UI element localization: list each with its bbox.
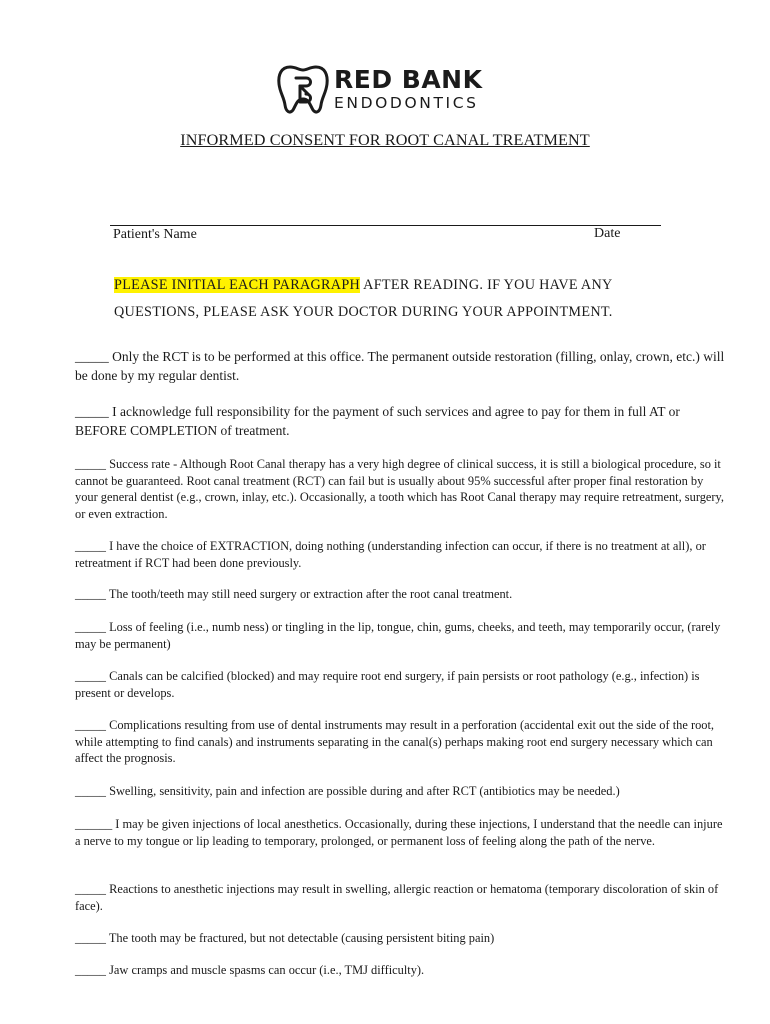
instructions-line-1	[114, 277, 734, 294]
patient-name-label: Patient's Name	[113, 227, 197, 242]
consent-paragraph: _____ The tooth may be fractured, but not detectable (causing persistent biting pain)	[75, 931, 495, 945]
consent-paragraph: _____ Loss of feeling (i.e., numb ness) or tingling in the lip, tongue, chin, gums, cheeks, and teeth, may temporarily occur, (rarely may be permanent)	[75, 620, 721, 651]
logo-name-line1: RED BANK	[334, 65, 483, 94]
signature-line	[110, 225, 661, 226]
consent-paragraph: ______ I may be given injections of local anesthetics. Occasionally, during these injections, I understand that the needle can injure a nerve to my tongue or lip leading to temporary, prolonged, or permanent loss of feeling along the path of the nerve.	[75, 817, 723, 848]
instructions-highlight: PLEASE INITIAL EACH PARAGRAPH	[114, 277, 361, 293]
consent-paragraph: _____ I acknowledge full responsibility for the payment of such services and agree to pay for them in full AT or BEFORE COMPLETION of treatment.	[75, 404, 680, 438]
consent-paragraph: _____ Complications resulting from use of dental instruments may result in a perforation (accidental exit out the side of the root, while attempting to find canals) and instruments separating in the canal(s) perhaps making root end surgery necessary which can affect the prognosis.	[75, 718, 714, 766]
consent-paragraph: _____ Swelling, sensitivity, pain and infection are possible during and after RCT (antibiotics may be needed.)	[75, 784, 620, 798]
consent-paragraph: _____ I have the choice of EXTRACTION, doing nothing (understanding infection can occur, if there is no treatment at all), or retreatment if RCT had been done previously.	[75, 539, 706, 570]
practice-logo	[276, 64, 496, 116]
consent-paragraph: _____ Canals can be calcified (blocked) and may require root end surgery, if pain persists or root pathology (e.g., infection) is present or develops.	[75, 669, 700, 700]
tooth-rb-monogram-icon	[276, 64, 330, 116]
consent-paragraph: _____ Reactions to anesthetic injections may result in swelling, allergic reaction or hematoma (temporary discoloration of skin of face).	[75, 882, 719, 913]
logo-name-line2: ENDODONTICS	[334, 94, 479, 112]
consent-paragraph: _____ Only the RCT is to be performed at this office. The permanent outside restoration (filling, onlay, crown, etc.) will be done by my regular dentist.	[75, 349, 725, 383]
consent-paragraph: _____ Success rate - Although Root Canal therapy has a very high degree of clinical success, it is still a biological procedure, so it cannot be guaranteed. Root canal treatment (RCT) can fail but is usually about 95% successful after proper final restoration by your general dentist (e.g., crown, inlay, etc.). Occasionally, a tooth which has Root Canal therapy may require retreatment, surgery, or even extraction.	[75, 457, 725, 521]
consent-paragraph: _____ The tooth/teeth may still need surgery or extraction after the root canal treatment.	[75, 587, 513, 601]
date-label: Date	[594, 226, 621, 241]
instructions-rest: AFTER READING. IF YOU HAVE ANY	[360, 277, 613, 293]
consent-paragraph: _____ Jaw cramps and muscle spasms can occur (i.e., TMJ difficulty).	[75, 963, 425, 977]
document-title: INFORMED CONSENT FOR ROOT CANAL TREATMENT	[180, 131, 590, 149]
instructions-line-2: QUESTIONS, PLEASE ASK YOUR DOCTOR DURING YOUR APPOINTMENT.	[114, 304, 613, 320]
